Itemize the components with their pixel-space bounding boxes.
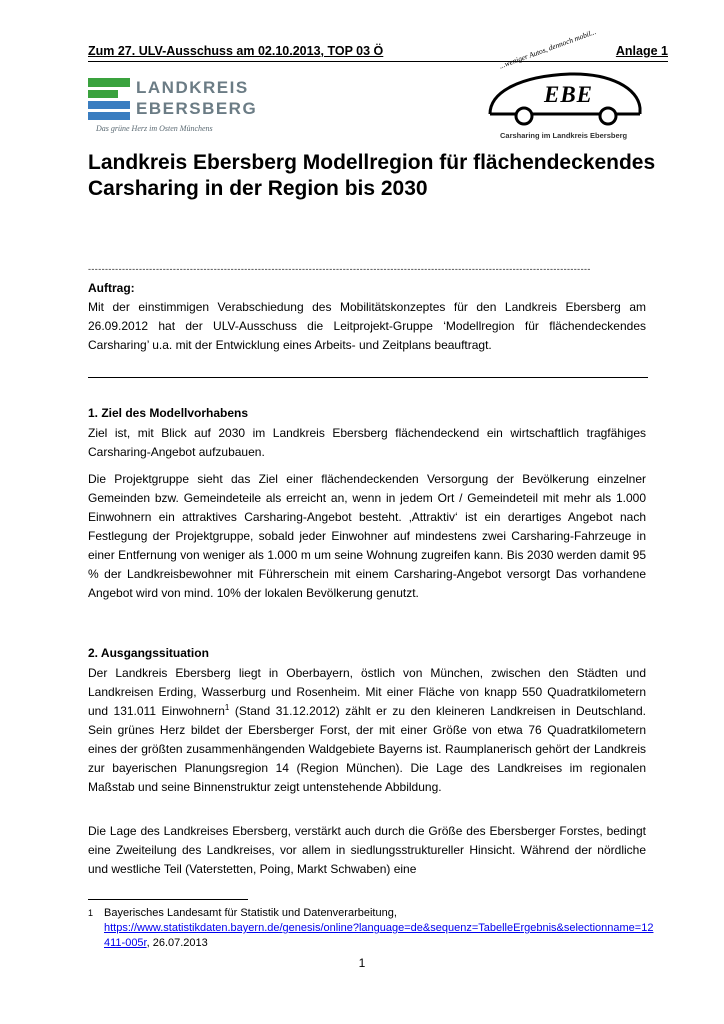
page-number: 1 xyxy=(358,956,366,970)
section-1-heading: 1. Ziel des Modellvorhabens xyxy=(88,406,249,420)
section-2-heading: 2. Ausgangssituation xyxy=(88,646,209,660)
section-2-p1-part-b: (Stand 31.12.2012) zählt er zu den kleineren Landkreisen in Deutschland. Sein grünes Herz bildet der Ebersberger Forst, der mit einer Größe von etwa 76 Quadratkilometern eines der größten zusammenhängenden Waldgebiete Bayerns ist. Raumplanerisch gehört der Landkreis zur bayerischen Planungsregion 14 (Region München). Die Lage des Landkreises im regionalen Maßstab und seine Binnenstruktur zeigt untenstehende Abbildung. xyxy=(88,704,646,794)
section-1-paragraph-2: Die Projektgruppe sieht das Ziel einer flächendeckenden Versorgung der Bevölkerung einzelner Gemeinden bzw. Gemeindeteile als erreicht an, wenn in jedem Ort / Gemeindeteil mit mehr als 1.000 Einwohnern ein attraktives Carsharing-Angebot besteht. ‚Attraktiv‘ ist ein derartiges Angebot nach Festlegung der Projektgruppe, sobald jeder Einwohner auf mindestens zwei Carsharing-Fahrzeuge in einer Entfernung von weniger als 1.000 m um seine Wohnung zugreifen kann. Bis 2030 werden damit 95 % der Landkreisbewohner mit Führerschein mit einem Carsharing-Angebot versorgt Das vorhandene Angebot wird von mind. 10% der lokalen Bevölkerung genutzt. xyxy=(88,472,646,600)
auftrag-heading: Auftrag: xyxy=(88,281,135,295)
footnote-text: Bayerisches Landesamt für Statistik und Datenverarbeitung, xyxy=(104,907,397,919)
footnote xyxy=(88,906,658,951)
section-1-paragraph-1: Ziel ist, mit Blick auf 2030 im Landkreis Ebersberg flächendeckend ein wirtschaftlich tragfähiges Carsharing-Angebot aufzubauen. xyxy=(88,426,646,459)
logo-line-1: LANDKREIS xyxy=(136,78,249,97)
logo-line-2: EBERSBERG xyxy=(136,99,258,118)
footnote-date: , 26.07.2013 xyxy=(146,937,208,949)
document-title: Landkreis Ebersberg Modellregion für flächendeckendes Carsharing in der Region bis 2030 xyxy=(88,151,656,200)
header-reference: Zum 27. ULV-Ausschuss am 02.10.2013, TOP 03 Ö xyxy=(88,44,384,58)
section-2-p1-part-a: Der Landkreis Ebersberg liegt in Oberbayern, östlich von München, zwischen den Städten und Landkreisen Erding, Wasserburg und Rosenheim. Mit einer Fläche von knapp 550 Quadratkilometern und 131.011 Einwohnern xyxy=(88,666,646,718)
header-attachment-label: Anlage 1 xyxy=(615,44,668,58)
landkreis-ebersberg-logo xyxy=(86,72,286,136)
dashed-separator: ---------------------------------------------------------------------------------------------------------------------------------------------------- xyxy=(88,264,591,274)
logo-slogan: ...weniger Autos, dennoch mobil... xyxy=(498,26,598,71)
auftrag-text: Mit der einstimmigen Verabschiedung des Mobilitätskonzeptes für den Landkreis Ebersberg am 26.09.2012 hat der ULV-Ausschuss die Leitprojekt-Gruppe ‘Modellregion für flächendeckendes Carsharing’ u.a. mit der Entwicklung eines Arbeits- und Zeitplans beauftragt. xyxy=(88,300,646,352)
footnote-link[interactable]: https://www.statistikdaten.bayern.de/genesis/online?language=de&sequenz=TabelleErgebnis&selectionname=12411-005r xyxy=(104,922,654,949)
footnote-number: 1 xyxy=(88,908,94,918)
footnote-reference[interactable]: 1 xyxy=(224,703,230,712)
section-2-paragraph-1 xyxy=(88,664,646,797)
auftrag-rule xyxy=(88,377,648,378)
logo-ebe-text: EBE xyxy=(544,82,594,107)
footnote-rule xyxy=(88,899,248,900)
logo-caption: Carsharing im Landkreis Ebersberg xyxy=(500,131,628,140)
landkreis-logo-icon xyxy=(86,74,134,124)
logo-tagline: Das grüne Herz im Osten Münchens xyxy=(96,124,213,133)
section-2-paragraph-2: Die Lage des Landkreises Ebersberg, verstärkt auch durch die Größe des Ebersberger Forstes, bedingt eine Zweiteilung des Landkreises, vor allem in siedlungsstruktureller Hinsicht. Während der nördliche und westliche Teil (Vaterstetten, Poing, Markt Schwaben) eine xyxy=(88,824,646,876)
document-header xyxy=(88,44,668,58)
